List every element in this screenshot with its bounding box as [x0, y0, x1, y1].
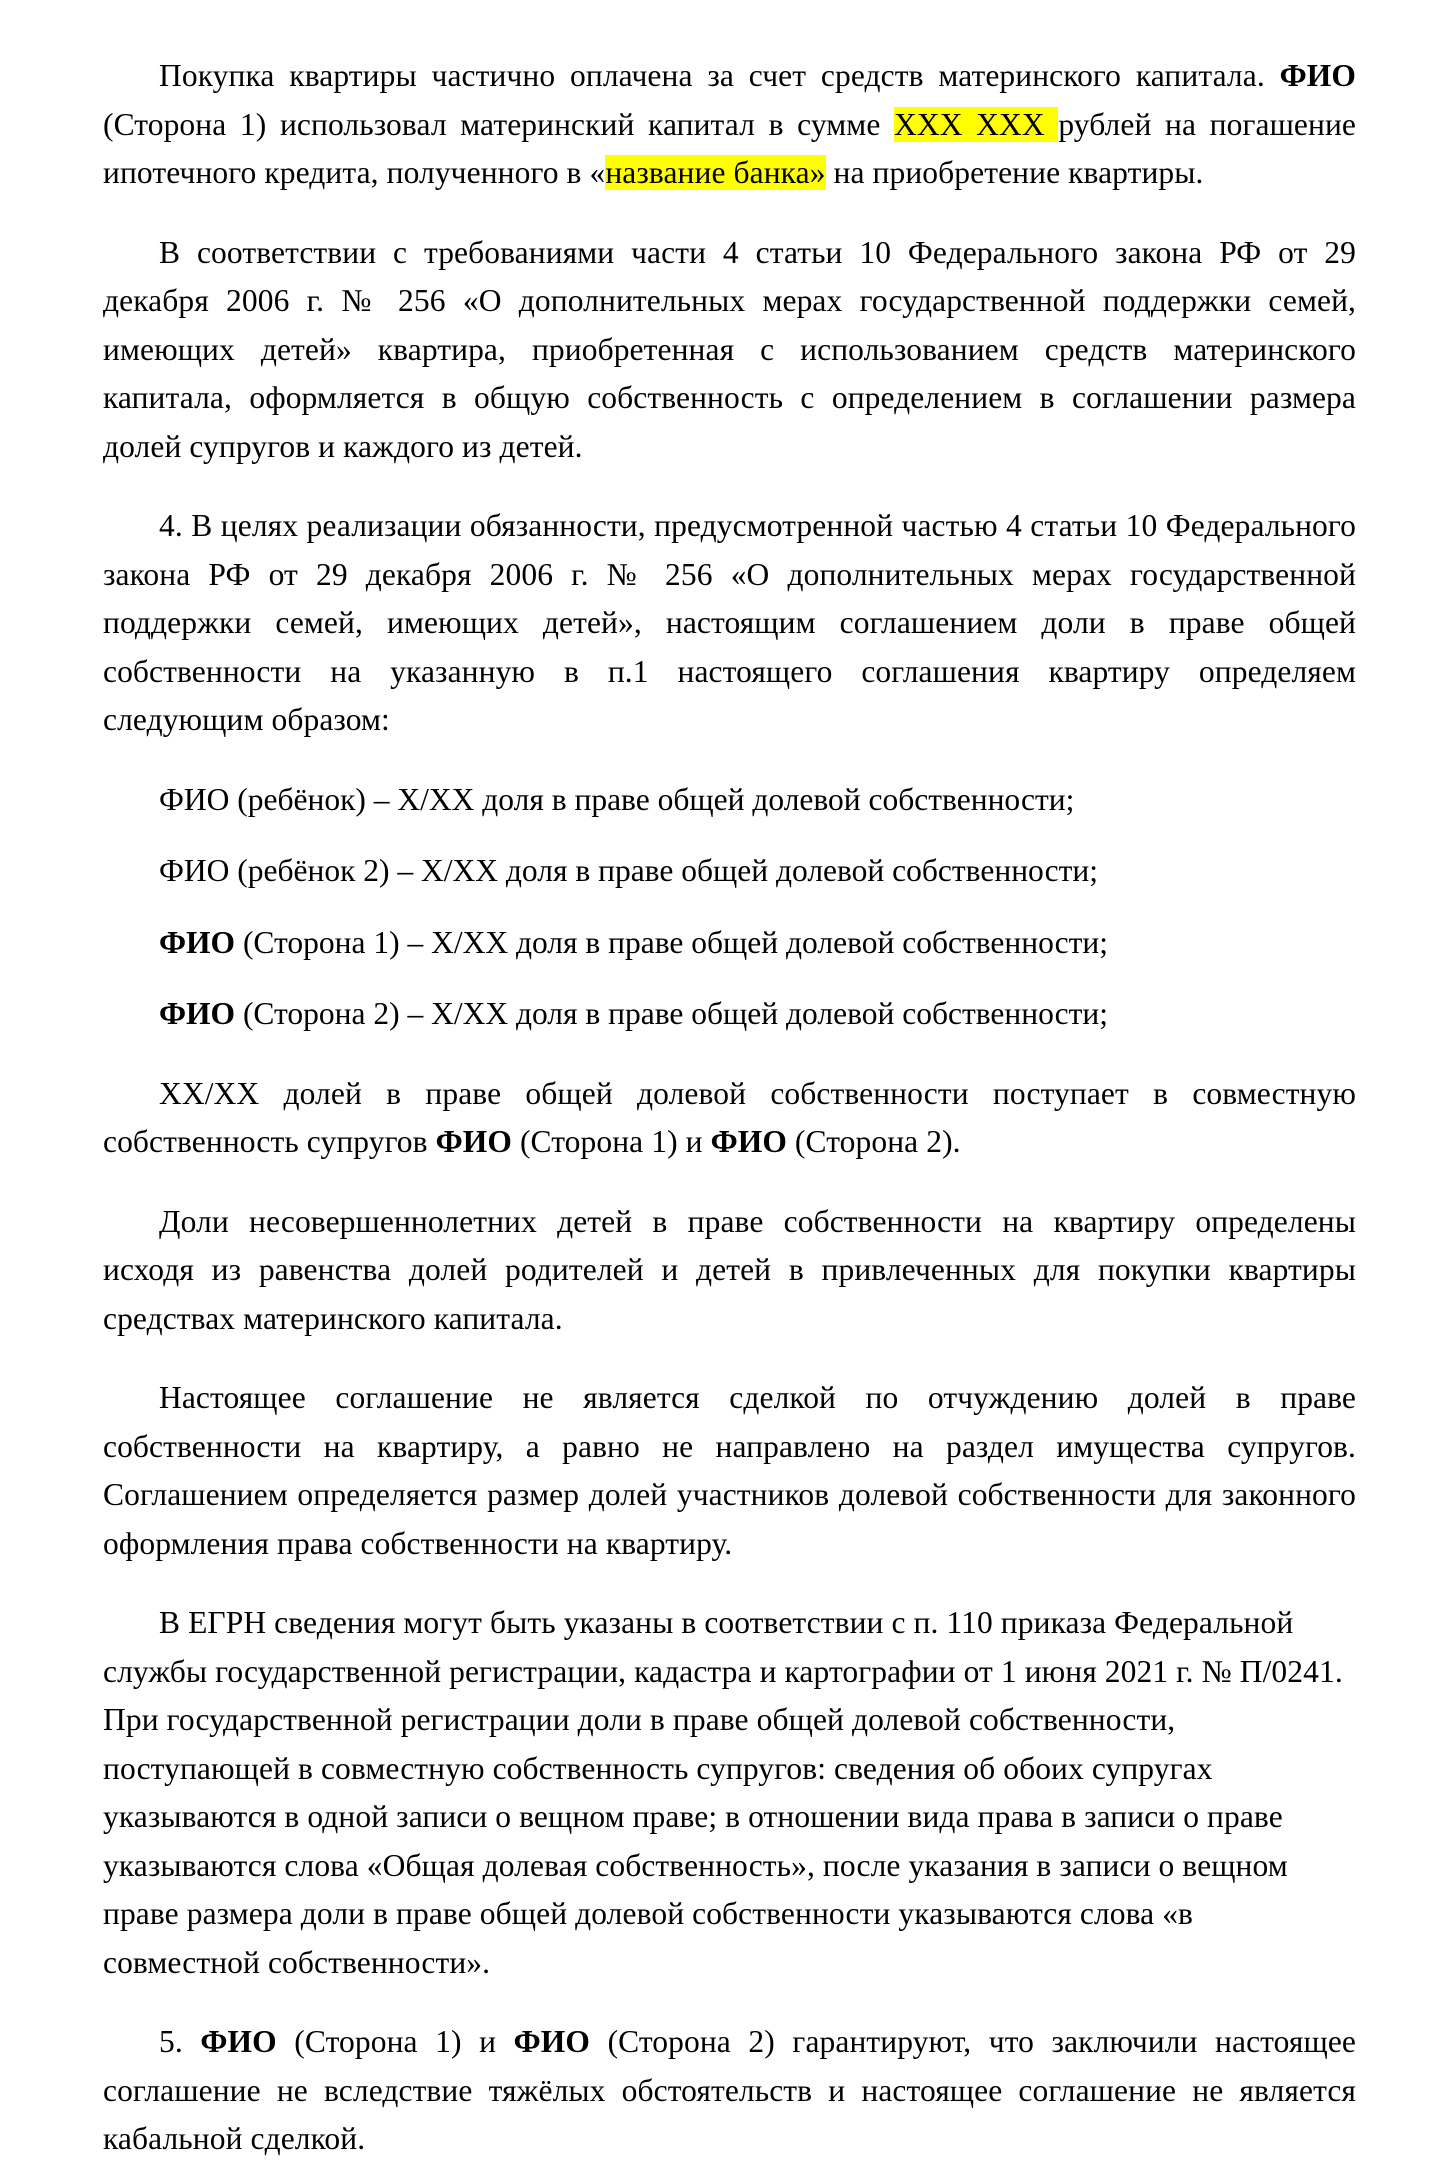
list-spacer	[103, 1039, 1356, 1070]
text-run-1: (ребёнок 2) – Х/ХХ доля в праве общей долевой собственности;	[229, 853, 1098, 888]
text-run-2: (Сторона 1) и	[276, 2024, 514, 2059]
text-run-0: В ЕГРН сведения могут быть указаны в соответствии с п. 110 приказа Федеральной службы государственной регистрации, кадастра и картографии от 1 июня 2021 г. № П/0241. При государственной регистрации доли в праве общей долевой собственности, поступающей в совместную собственность супругов: сведения об обоих супругах указываются в одной записи о вещном праве; в отношении вида права в записи о праве указываются слова «Общая долевая собственность», после указания в записи о вещном праве размера доли в праве общей долевой собственности указываются слова «в совместной собственности».	[103, 1605, 1343, 1980]
paragraph-item-4	[103, 502, 1356, 745]
text-run-0: ФИО	[159, 853, 230, 888]
text-run-0: 4. В целях реализации обязанности, предусмотренной частью 4 статьи 10 Федерального закона РФ от 29 декабря 2006 г. № 256 «О дополнительных мерах государственной поддержки семей, имеющих детей», настоящим соглашением доли в праве общей собственности на указанную в п.1 настоящего соглашения квартиру определяем следующим образом:	[103, 508, 1356, 737]
text-run-1: (ребёнок) – Х/ХХ доля в праве общей долевой собственности;	[229, 781, 1075, 817]
text-run-2: (Сторона 1) и	[511, 1124, 711, 1159]
text-run-0: ФИО	[159, 996, 236, 1031]
paragraph-spacer	[103, 1568, 1356, 1599]
text-run-0: 5.	[159, 2024, 201, 2059]
text-run-3: ФИО	[513, 2024, 591, 2059]
text-run-0: Покупка квартиры частично оплачена за счет средств материнского капитала.	[159, 58, 1280, 93]
text-run-1: ФИО	[1279, 58, 1356, 93]
text-run-2: (Сторона 1) использовал материнский капитал в сумме	[103, 106, 895, 142]
paragraph-minors-shares	[103, 1198, 1356, 1344]
paragraph-matkapital	[103, 52, 1356, 198]
paragraph-spacer	[103, 745, 1356, 776]
share-list-item-party-2	[103, 990, 1356, 1039]
list-spacer	[103, 896, 1356, 919]
paragraph-spacer	[103, 1343, 1356, 1374]
list-spacer	[103, 967, 1356, 990]
text-run-0: ХХ/ХХ долей в праве общей долевой собственности поступает в совместную собственность супругов	[103, 1075, 1356, 1159]
share-list-item-child-1	[103, 776, 1356, 825]
text-run-0: ФИО	[159, 781, 230, 817]
text-run-4: (Сторона 2).	[786, 1124, 961, 1159]
text-run-0: Настоящее соглашение не является сделкой по отчуждению долей в праве собственности на квартиру, а равно не направлено на раздел имущества супругов. Соглашением определяется размер долей участников долевой собственности для законного оформления права собственности на квартиру.	[103, 1380, 1356, 1561]
paragraph-spacer	[103, 1167, 1356, 1198]
share-list-item-party-1	[103, 919, 1356, 968]
paragraph-joint-share	[103, 1070, 1356, 1167]
paragraph-spacer	[103, 1987, 1356, 2018]
text-run-4: рублей на погашение ипотечного кредита, полученного в «	[103, 106, 1357, 190]
text-run-1: ФИО	[200, 2024, 277, 2059]
paragraph-egrn	[103, 1599, 1356, 1987]
text-run-0: ФИО	[159, 924, 236, 960]
paragraph-spacer	[103, 198, 1356, 229]
text-run-5: название банка»	[605, 155, 826, 190]
text-run-4: (Сторона 2) гарантируют, что заключили настоящее соглашение не вследствие тяжёлых обстоятельств и настоящее соглашение не является кабальной сделкой.	[103, 2024, 1356, 2156]
paragraph-fz256-part4	[103, 229, 1356, 472]
text-run-3: ХХХ ХХХ	[894, 106, 1059, 142]
paragraph-item-5	[103, 2018, 1356, 2164]
text-run-1: ФИО	[435, 1124, 512, 1159]
document-body	[103, 52, 1356, 2164]
paragraph-not-alienation	[103, 1374, 1356, 1568]
text-run-0: В соответствии с требованиями части 4 статьи 10 Федерального закона РФ от 29 декабря 2006 г. № 256 «О дополнительных мерах государственной поддержки семей, имеющих детей» квартира, приобретенная с использованием средств материнского капитала, оформляется в общую собственность с определением в соглашении размера долей супругов и каждого из детей.	[103, 234, 1356, 464]
text-run-3: ФИО	[710, 1124, 787, 1159]
share-list-item-child-2	[103, 847, 1356, 896]
list-spacer	[103, 824, 1356, 847]
text-run-1: (Сторона 2) – Х/ХХ доля в праве общей долевой собственности;	[235, 996, 1109, 1031]
paragraph-spacer	[103, 471, 1356, 502]
text-run-6: на приобретение квартиры.	[825, 155, 1204, 190]
text-run-1: (Сторона 1) – Х/ХХ доля в праве общей долевой собственности;	[235, 924, 1109, 960]
text-run-0: Доли несовершеннолетних детей в праве собственности на квартиру определены исходя из равенства долей родителей и детей в привлеченных для покупки квартиры средствах материнского капитала.	[103, 1203, 1356, 1336]
